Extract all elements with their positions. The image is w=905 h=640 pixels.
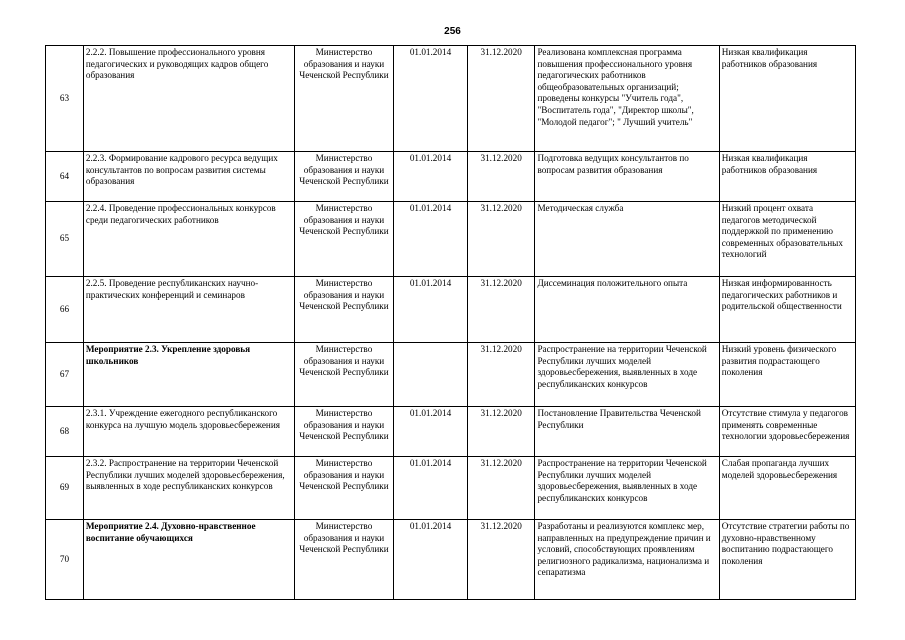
implementation-risk: Низкая информированность педагогических работников и родительской общественности (719, 277, 855, 343)
end-date: 31.12.2020 (467, 277, 535, 343)
table-row (46, 277, 856, 343)
implementation-risk: Низкая квалификация работников образования (719, 46, 855, 152)
responsible-executor: Министерство образования и науки Чеченской Республики (294, 277, 393, 343)
program-activities-table (45, 45, 856, 600)
end-date: 31.12.2020 (467, 407, 535, 457)
end-date: 31.12.2020 (467, 520, 535, 600)
implementation-risk-text: Отсутствие стимула у педагогов применять современные технологии здоровьесбережения (721, 408, 850, 442)
row-number: 68 (46, 407, 84, 457)
start-date: 01.01.2014 (394, 520, 468, 600)
table-row (46, 152, 856, 202)
expected-result: Диссеминация положительного опыта (535, 277, 719, 343)
expected-result: Распространение на территории Чеченской Республики лучших моделей здоровьесбережения, выявленных в ходе республиканских конкурсов (535, 457, 719, 520)
activity-name: 2.2.2. Повышение профессионального уровня педагогических и руководящих кадров общего образования (83, 46, 294, 152)
responsible-executor: Министерство образования и науки Чеченской Республики (294, 520, 393, 600)
row-number: 65 (46, 202, 84, 277)
responsible-executor (294, 152, 393, 202)
activity-name: 2.3.1. Учреждение ежегодного республиканского конкурса на лучшую модель здоровьесбережения (83, 407, 294, 457)
row-number: 63 (46, 46, 84, 152)
activity-name: Мероприятие 2.3. Укрепление здоровья школьников (83, 343, 294, 407)
expected-result: Разработаны и реализуются комплекс мер, направленных на предупреждение причин и условий, способствующих проявлениям религиозного радикализма, национализма и сепаратизма (535, 520, 719, 600)
table-row (46, 407, 856, 457)
activity-name: 2.2.4. Проведение профессиональных конкурсов среди педагогических работников (83, 202, 294, 277)
implementation-risk (719, 407, 855, 457)
table-row (46, 343, 856, 407)
expected-result: Реализована комплексная программа повышения профессионального уровня педагогических работников общеобразовательных организаций; проведены конкурсы "Учитель года", "Воспитатель года", "Директор школы", "Молодой педагог"; " Лучший учитель" (535, 46, 719, 152)
expected-result: Постановление Правительства Чеченской Республики (535, 407, 719, 457)
responsible-executor: Министерство образования и науки Чеченской Республики (294, 457, 393, 520)
responsible-executor: Министерство образования и науки Чеченской Республики (294, 202, 393, 277)
implementation-risk: Слабая пропаганда лучших моделей здоровьесбережения (719, 457, 855, 520)
activity-name: 2.2.5. Проведение республиканских научно-практических конференций и семинаров (83, 277, 294, 343)
start-date: 01.01.2014 (394, 46, 468, 152)
activity-name: Мероприятие 2.4. Духовно-нравственное воспитание обучающихся (83, 520, 294, 600)
row-number: 64 (46, 152, 84, 202)
start-date (394, 343, 468, 407)
implementation-risk: Низкий уровень физического развития подрастающего поколения (719, 343, 855, 407)
start-date: 01.01.2014 (394, 407, 468, 457)
activity-name: 2.3.2. Распространение на территории Чеченской Республики лучших моделей здоровьесбережения, выявленных в ходе республиканских конкурсов (83, 457, 294, 520)
row-number: 67 (46, 343, 84, 407)
implementation-risk: Низкий процент охвата педагогов методической поддержкой по применению современных образовательных технологий (719, 202, 855, 277)
row-number: 70 (46, 520, 84, 600)
responsible-executor (294, 407, 393, 457)
start-date: 01.01.2014 (394, 202, 468, 277)
page-number: 256 (444, 26, 461, 37)
end-date: 31.12.2020 (467, 202, 535, 277)
responsible-executor: Министерство образования и науки Чеченской Республики (294, 46, 393, 152)
expected-result: Распространение на территории Чеченской Республики лучших моделей здоровьесбережения, выявленных в ходе республиканских конкурсов (535, 343, 719, 407)
row-number: 69 (46, 457, 84, 520)
activity-name: 2.2.3. Формирование кадрового ресурса ведущих консультантов по вопросам развития системы образования (83, 152, 294, 202)
responsible-executor-text: Министерство образования и науки Чеченской Республики (299, 408, 389, 442)
end-date: 31.12.2020 (467, 46, 535, 152)
start-date: 01.01.2014 (394, 457, 468, 520)
implementation-risk: Отсутствие стратегии работы по духовно-нравственному воспитанию подрастающего поколения (719, 520, 855, 600)
end-date: 31.12.2020 (467, 457, 535, 520)
responsible-executor-text: Министерство образования и науки Чеченской Республики (299, 153, 389, 187)
table-row (46, 457, 856, 520)
table-row (46, 202, 856, 277)
end-date: 31.12.2020 (467, 343, 535, 407)
end-date: 31.12.2020 (467, 152, 535, 202)
implementation-risk: Низкая квалификация работников образования (719, 152, 855, 202)
responsible-executor: Министерство образования и науки Чеченской Республики (294, 343, 393, 407)
expected-result: Подготовка ведущих консультантов по вопросам развития образования (535, 152, 719, 202)
table-row (46, 46, 856, 152)
start-date: 01.01.2014 (394, 152, 468, 202)
expected-result: Методическая служба (535, 202, 719, 277)
table-row (46, 520, 856, 600)
start-date: 01.01.2014 (394, 277, 468, 343)
row-number: 66 (46, 277, 84, 343)
